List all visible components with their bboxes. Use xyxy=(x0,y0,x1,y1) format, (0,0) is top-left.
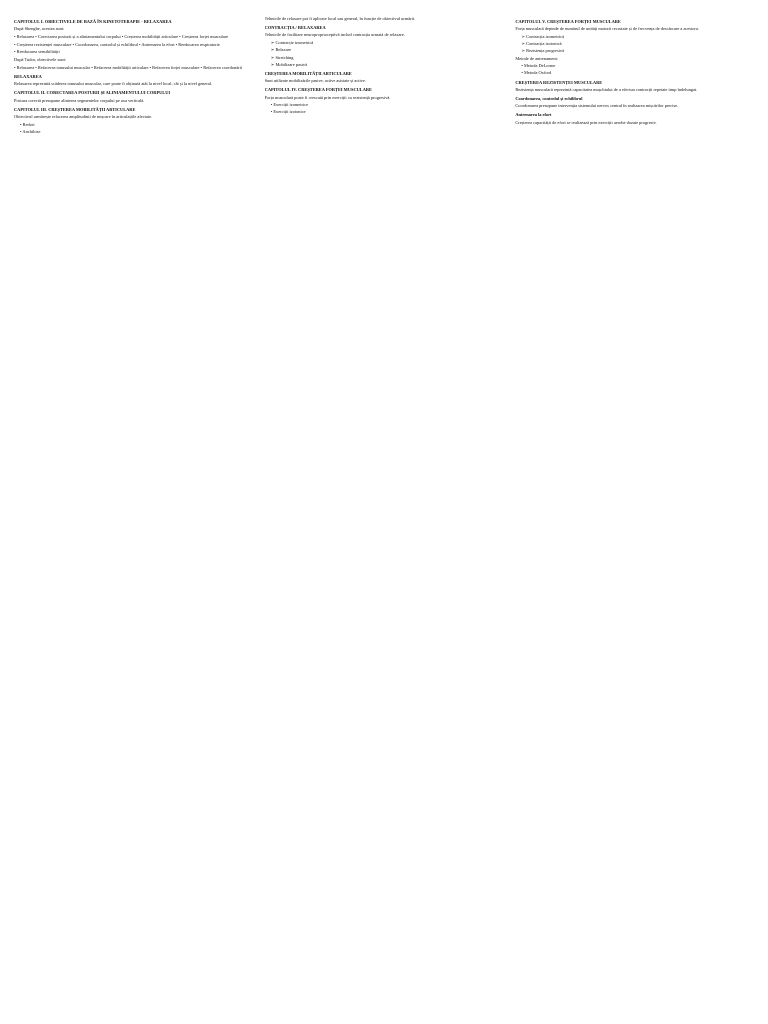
list-item: ➢ Mobilizare pasivă xyxy=(271,62,504,68)
list-item: ➢ Relaxare xyxy=(271,47,504,53)
section-heading: Coordonarea, controlul și echilibrul xyxy=(515,96,583,102)
paragraph: • Creșterea rezistenței musculare • Coordonarea, controlul și echilibrul • Antrenarea la efort • Reeducarea respiratorie xyxy=(14,41,220,47)
list-item: • Anchiloze xyxy=(20,129,253,135)
paragraph: Obiectivul urmărește refacerea amplitudinii de mișcare în articulațiile afectate. xyxy=(14,113,153,119)
paragraph: Creșterea capacității de efort se realizează prin exerciții aerobe dozate progresiv. xyxy=(515,119,657,125)
list-item: • Exerciții izotonice xyxy=(271,109,504,115)
section-heading: CREȘTEREA REZISTENȚEI MUSCULARE xyxy=(515,79,603,85)
list-item: • Redori xyxy=(20,122,253,128)
section-heading: CREȘTEREA MOBILITĂȚII ARTICULARE xyxy=(264,70,352,76)
paragraph: • Relaxarea • Corectarea posturii și a aliniamentului corpului • Creșterea mobilității articulare • Creșterea forței musculare xyxy=(14,33,229,39)
paragraph: Tehnicile de relaxare pot fi aplicate local sau general, în funcție de obiectivul urmărit. xyxy=(264,16,416,21)
paragraph: • Relaxarea • Refacerea tonusului muscular • Refacerea mobilității articulare • Refacerea forței musculare • Refacerea coordonării xyxy=(14,64,243,70)
paragraph: Relaxarea reprezintă scăderea tonusului muscular, care poate fi obținută atât la nivel local, cât și la nivel general. xyxy=(14,81,213,87)
list-item: • Exerciții izometrice xyxy=(271,102,504,108)
paragraph: Forța musculară poate fi crescută prin exerciții cu rezistență progresivă. xyxy=(264,94,391,100)
list-item: • Metoda DeLorme xyxy=(521,63,754,69)
paragraph: Coordonarea presupune intervenția sistemului nervos central în realizarea mișcărilor precise. xyxy=(515,103,679,109)
list-item: • Metoda Oxford xyxy=(521,70,754,76)
paragraph: Postura corectă presupune alinierea segmentelor corpului pe axa verticală. xyxy=(14,97,145,103)
list-item: ➢ Contracția izotonică xyxy=(521,41,754,47)
section-heading: CAPITOLUL II. CORECTAREA POSTURII ȘI ALINIAMENTULUI CORPULUI xyxy=(14,90,171,96)
list-item: ➢ Rezistența progresivă xyxy=(521,48,754,54)
section-heading: CAPITOLUL V. CREȘTEREA FORȚEI MUSCULARE xyxy=(515,19,621,24)
list-item: ➢ Contracție izometrică xyxy=(271,40,504,46)
column-middle xyxy=(265,16,504,1008)
section-heading: RELAXAREA xyxy=(14,73,42,79)
paragraph: Tehnicile de facilitare neuroproprioceptivă includ contracția urmată de relaxare. xyxy=(264,32,405,38)
paragraph: Forța musculară depinde de numărul de unități motorii recrutate și de frecvența de descărcare a acestora. xyxy=(515,26,699,32)
paragraph: Metode de antrenament: xyxy=(515,55,559,61)
paragraph: Rezistența musculară reprezintă capacitatea mușchiului de a efectua contracții repetate timp îndelungat. xyxy=(515,86,698,92)
paragraph: După Tudor, obiectivele sunt: xyxy=(14,57,67,63)
paragraph: • Reeducarea sensibilității xyxy=(14,49,60,55)
section-heading: CAPITOLUL III. CREȘTEREA MOBILITĂȚII ARTICULARE xyxy=(14,106,136,112)
paragraph: După Sbenghe, acestea sunt: xyxy=(14,26,65,32)
list-item: ➢ Stretching xyxy=(271,55,504,61)
section-heading: CAPITOLUL I. OBIECTIVELE DE BAZĂ ÎN KINETOTERAPIE - RELAXAREA xyxy=(14,19,172,24)
list-item: ➢ Contracția izometrică xyxy=(521,34,754,40)
column-left xyxy=(14,16,253,1008)
section-heading: Antrenarea la efort xyxy=(515,112,552,118)
section-heading: CONTRACȚIA / RELAXAREA xyxy=(264,25,326,31)
paragraph: Sunt utilizate mobilizările pasive, active asistate și active. xyxy=(264,78,366,84)
section-heading: CAPITOLUL IV. CREȘTEREA FORȚEI MUSCULARE xyxy=(264,87,372,93)
column-right xyxy=(515,16,754,1008)
